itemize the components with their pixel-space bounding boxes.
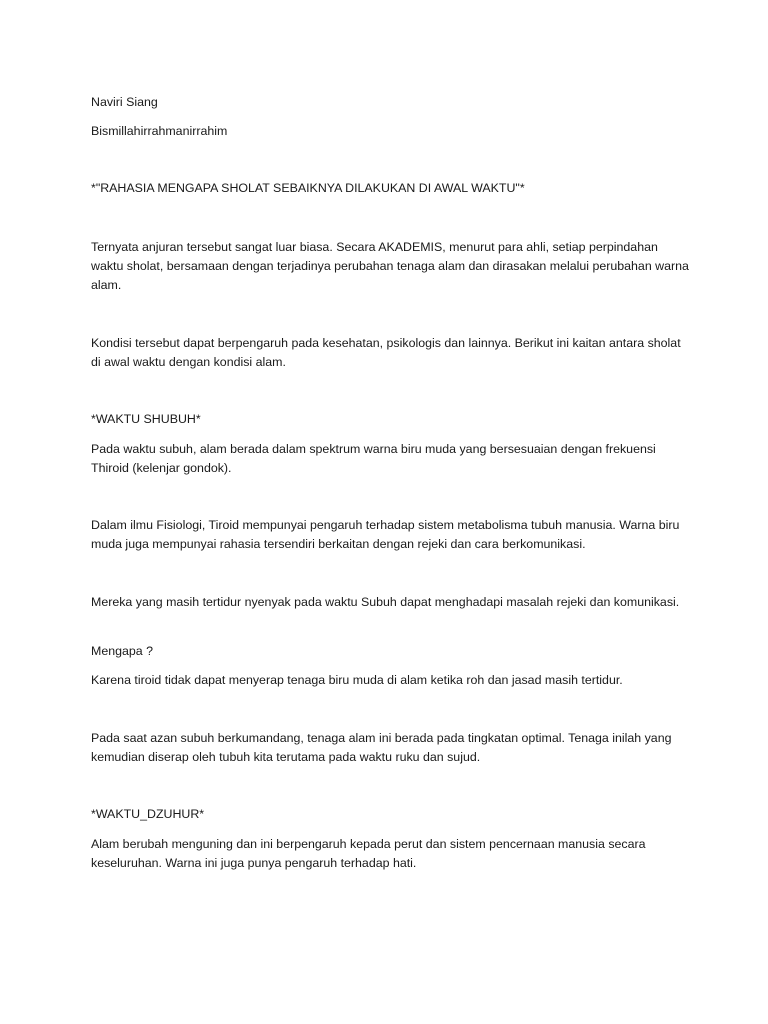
paragraph-mengapa: Mengapa ? (91, 644, 154, 658)
author-name: Naviri Siang (91, 95, 158, 109)
paragraph-intro: Ternyata anjuran tersebut sangat luar biasa. Secara AKADEMIS, menurut para ahli, setiap perpindahan waktu sholat, bersamaan dengan terjadinya perubahan tenaga alam dan dirasakan melalui perubahan warna alam. (91, 240, 689, 292)
paragraph-dzuhur: Alam berubah menguning dan ini berpengaruh kepada perut dan sistem pencernaan manusia secara keseluruhan. Warna ini juga punya pengaruh terhadap hati. (91, 837, 646, 870)
paragraph-azan: Pada saat azan subuh berkumandang, tenaga alam ini berada pada tingkatan optimal. Tenaga inilah yang kemudian diserap oleh tubuh kita terutama pada waktu ruku dan sujud. (91, 731, 672, 764)
paragraph-fisiologi: Dalam ilmu Fisiologi, Tiroid mempunyai pengaruh terhadap sistem metabolisma tubuh manusia. Warna biru muda juga mempunyai rahasia tersendiri berkaitan dengan rejeki dan cara berkomunikasi. (91, 518, 680, 551)
opening-line: Bismillahirrahmanirrahim (91, 124, 228, 138)
paragraph-karena: Karena tiroid tidak dapat menyerap tenaga biru muda di alam ketika roh dan jasad masih tertidur. (91, 673, 623, 687)
paragraph-conditions: Kondisi tersebut dapat berpengaruh pada kesehatan, psikologis dan lainnya. Berikut ini kaitan antara sholat di awal waktu dengan kondisi alam. (91, 336, 681, 369)
paragraph-subuh-spectrum: Pada waktu subuh, alam berada dalam spektrum warna biru muda yang bersesuaian dengan frekuensi Thiroid (kelenjar gondok). (91, 442, 656, 475)
heading-waktu-shubuh: *WAKTU SHUBUH* (91, 412, 201, 426)
paragraph-tertidur: Mereka yang masih tertidur nyenyak pada waktu Subuh dapat menghadapi masalah rejeki dan komunikasi. (91, 595, 680, 609)
heading-waktu-dzuhur: *WAKTU_DZUHUR* (91, 807, 205, 821)
document-title: *"RAHASIA MENGAPA SHOLAT SEBAIKNYA DILAKUKAN DI AWAL WAKTU"* (91, 181, 525, 195)
